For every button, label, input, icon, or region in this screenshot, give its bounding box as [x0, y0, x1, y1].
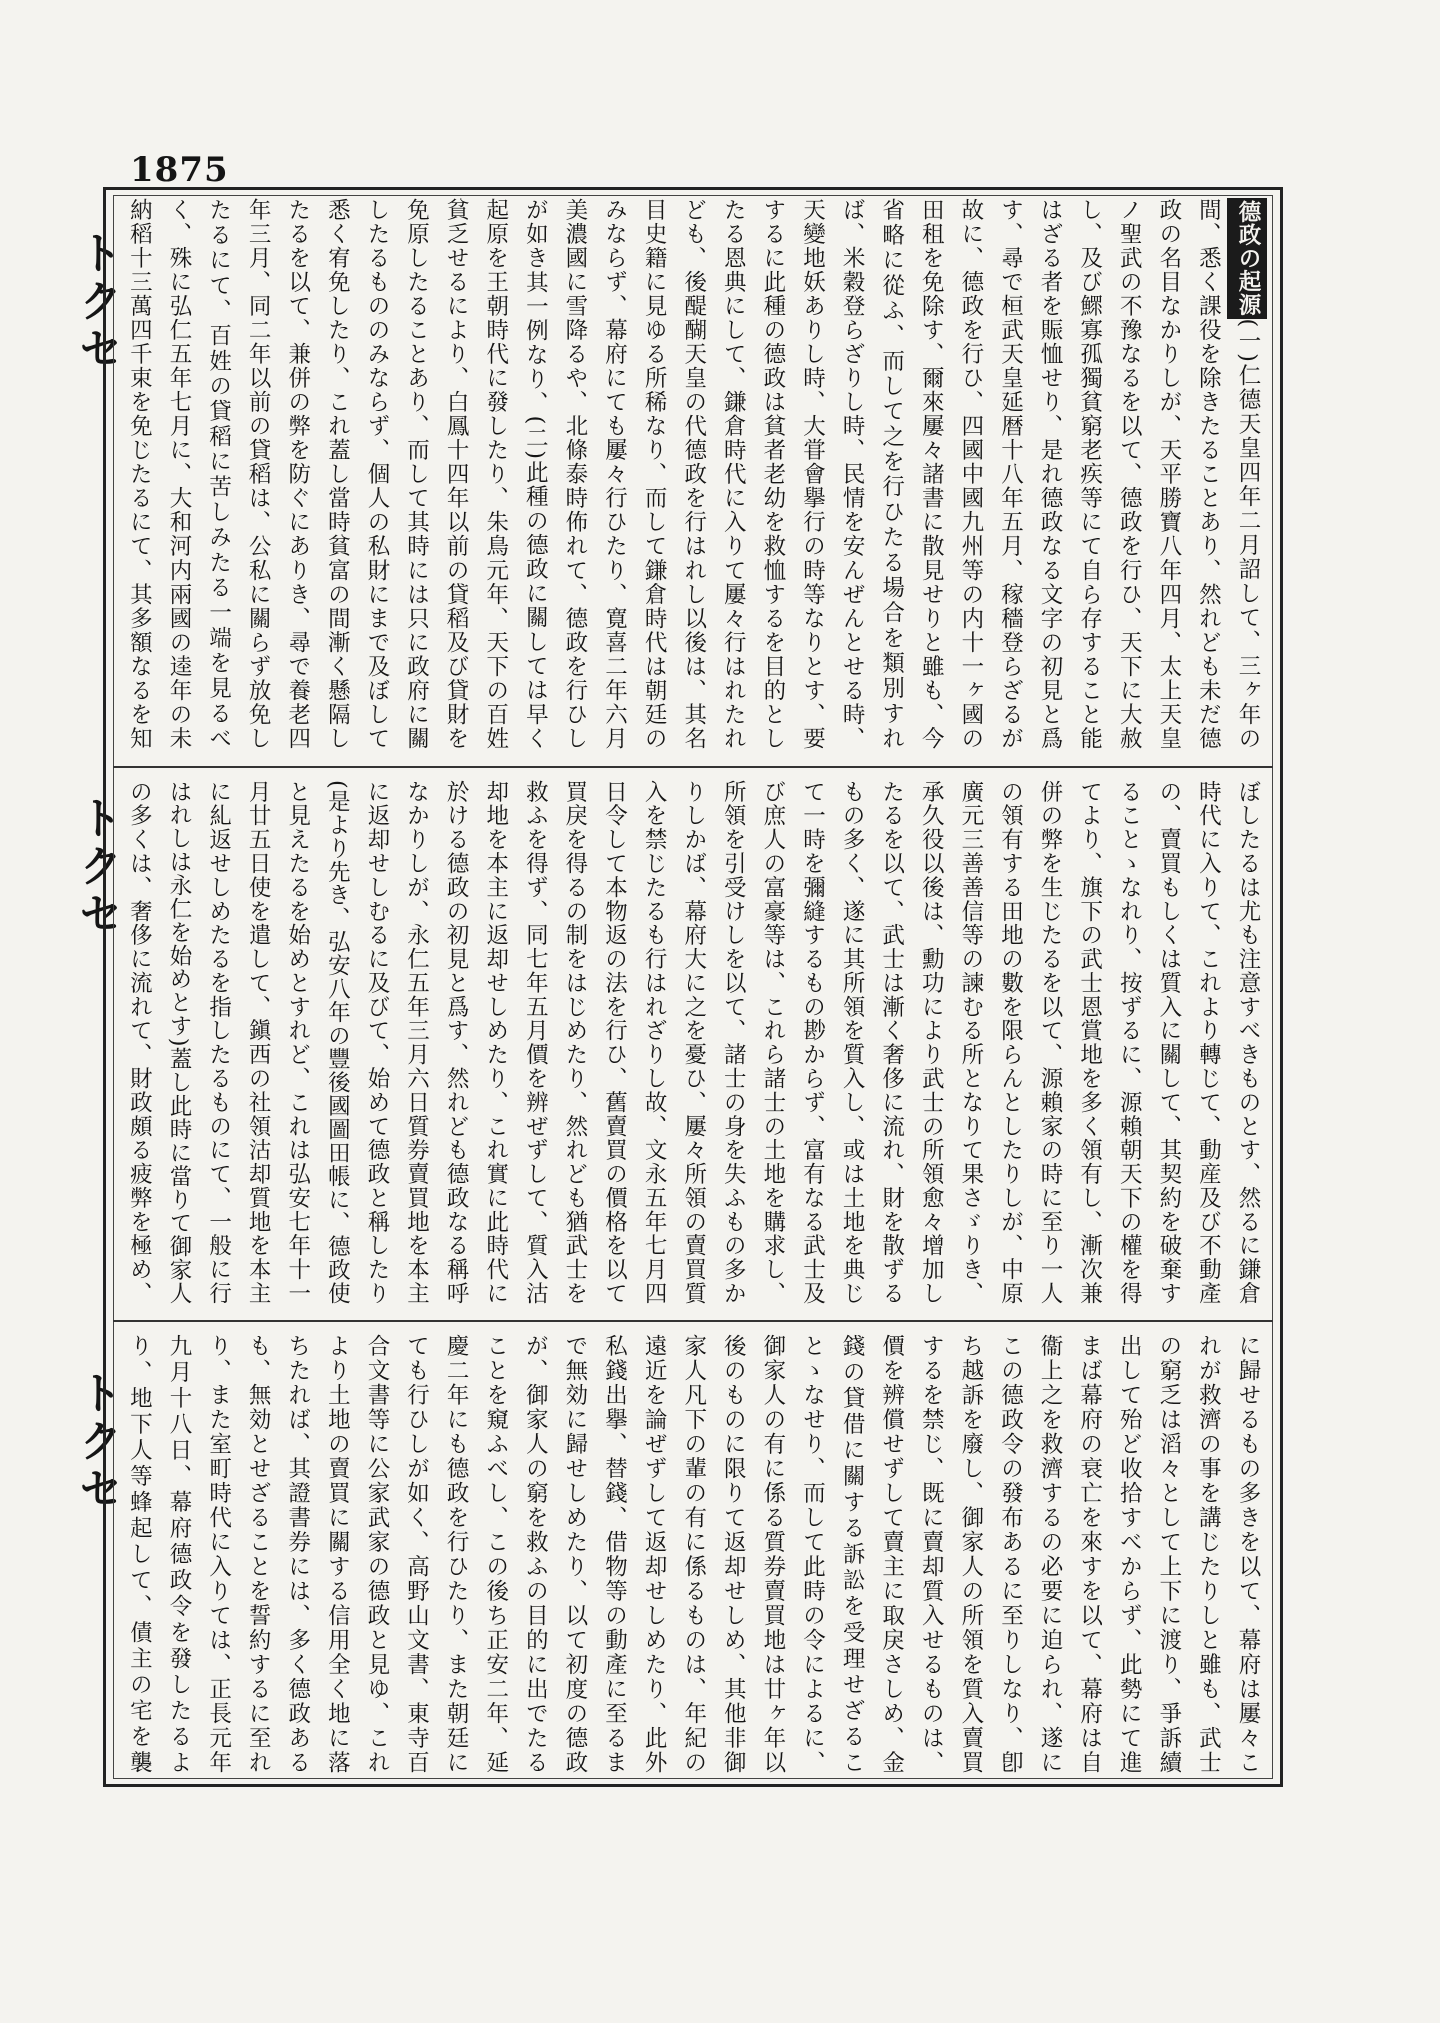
- entry-heading: 德政の起源: [1227, 198, 1267, 319]
- running-head-middle: トクセ: [71, 795, 122, 939]
- band-2-body: ぼしたるは尤も注意すべきものとす、然るに鎌倉時代に入りて、これより轉じて、動産及び不動產の、賣買もしくは質入に關して、其契約を破棄することゝなれり、按ずるに、源賴朝天下の權を得てより、旗下の武士恩賞地を多く領有し、漸次兼併の弊を生じたるを以て、源賴家の時に至り一人の領有する田地の數を限らんとしたりしが、中原廣元三善善信等の諫むる所となりて果さゞりき、承久役以後は、勳功により武士の所領愈々增加したるを以て、武士は漸く奢侈に流れ、財を散ずるもの多く、遂に其所領を質入し、或は土地を典じて一時を彌縫するもの尠からず、富有なる武士及び庶人の富豪等は、これら諸士の土地を購求し、所領を引受けしを以て、諸士の身を失ふもの多かりしかば、幕府大に之を憂ひ、屢々所領の賣買質入を禁じたるも行はれざりし故、文永五年七月四日令して本物返の法を行ひ、舊賣買の價格を以て買戾を得るの制をはじめたり、然れども猶武士を救ふを得ず、同七年五月價を辨ぜずして、質入沽却地を本主に返却せしめたり、これ實に此時代に於ける德政の初見と爲す、然れども德政なる稱呼なかりしが、永仁五年三月六日質券賣買地を本主に返却せしむるに及びて、始めて德政と稱したり(是より先き、弘安八年の豐後國圖田帳に、德政使と見えたるを始めとすれど、これは弘安七年十一月廿五日使を遣して、鎭西の社領沽却質地を本主に糺返せしめたるを指したるものにて、一般に行はれしは永仁を始めとす)蓋し此時に當りて御家人の多くは、奢侈に流れて、財政頗る疲弊を極め、: [126, 780, 1261, 1305]
- page-number: 1875: [130, 150, 229, 190]
- running-head-top: トクセ: [71, 230, 122, 374]
- band-3-body: に歸せるもの多きを以て、幕府は屢々これが救濟の事を講じたりしと雖も、武士の窮乏は滔々として上下に渡り、爭訴續出して殆ど收拾すべからず、此勢にて進まば幕府の衰亡を來すを以て、幕府は自衞上之を救濟するの必要に迫られ、遂にこの德政令の發布あるに至りしなり、卽ち越訴を廢し、御家人の所領を質入賣買するを禁じ、既に賣却質入せるものは、價を辨償せずして賣主に取戾さしめ、金錢の貸借に關する訴訟を受理せざることゝなせり、而して此時の令によるに、御家人の有に係る質券賣買地は廿ヶ年以後のものに限りて返却せしめ、其他非御家人凡下の輩の有に係るものは、年紀の遠近を論ぜずして返却せしめたり、此外私錢出擧、替錢、借物等の動產に至るまで無効に歸せしめたり、以て初度の德政が、御家人の窮を救ふの目的に出でたることを窺ふべし、この後ち正安二年、延慶二年にも德政を行ひたり、また朝廷にても行ひしが如く、高野山文書、東寺百合文書等に公家武家の德政と見ゆ、これより土地の賣買に關する信用全く地に落ちたれば、其證書券には、多く德政あるも、無効とせざることを誓約するに至れり、また室町時代に入りては、正長元年九月十八日、幕府德政令を發したるより、地下人等蜂起して、債主の宅を襲: [126, 1334, 1261, 1774]
- running-head-bottom: トクセ: [71, 1370, 122, 1514]
- text-band-3: [124, 1334, 1267, 1774]
- text-band-1: [124, 198, 1267, 750]
- band-1-body: (一)仁德天皇四年二月詔して、三ヶ年の間、悉く課役を除きたることあり、然れども未だ德政の名目なかりしが、天平勝寶八年四月、太上天皇ノ聖武の不豫なるを以て、德政を行ひ、天下に大赦し、及び鰥寡孤獨貧窮老疾等にて自ら存すること能はざる者を賑恤せり、是れ德政なる文字の初見と爲す、尋で桓武天皇延暦十八年五月、稼穡登らざるが故に、德政を行ひ、四國中國九州等の内十一ヶ國の田租を免除す、爾來屢々諸書に散見せりと雖も、今省略に從ふ、而して之を行ひたる場合を類別すれば、米穀登らざりし時、民情を安んぜんとせる時、天變地妖ありし時、大甞會擧行の時等なりとす、要するに此種の德政は貧者老幼を救恤するを目的としたる恩典にして、鎌倉時代に入りて屢々行はれたれども、後醍醐天皇の代德政を行はれし以後は、其名目史籍に見ゆる所稀なり、而して鎌倉時代は朝廷のみならず、幕府にても屢々行ひたり、寛喜二年六月美濃國に雪降るや、北條泰時佈れて、德政を行ひしが如き其一例なり、(二)此種の德政に關しては早く起原を王朝時代に發したり、朱鳥元年、天下の百姓貧乏せるにより、白鳳十四年以前の貸稻及び貸財を免原したることあり、而して其時には只に政府に關したるもののみならず、個人の私財にまで及ぼして悉く宥免したり、これ蓋し當時貧富の間漸く懸隔したるを以て、兼併の弊を防ぐにありき、尋で養老四年三月、同二年以前の貸稻は、公私に關らず放免したるにて、百姓の貸稻に苦しみたる一端を見るべく、殊に弘仁五年七月に、大和河内兩國の逵年の未納稻十三萬四千束を免じたるにて、其多額なるを知: [126, 198, 1261, 750]
- band-divider-2: [113, 1320, 1273, 1322]
- band-divider-1: [113, 766, 1273, 768]
- text-band-2: [124, 780, 1267, 1305]
